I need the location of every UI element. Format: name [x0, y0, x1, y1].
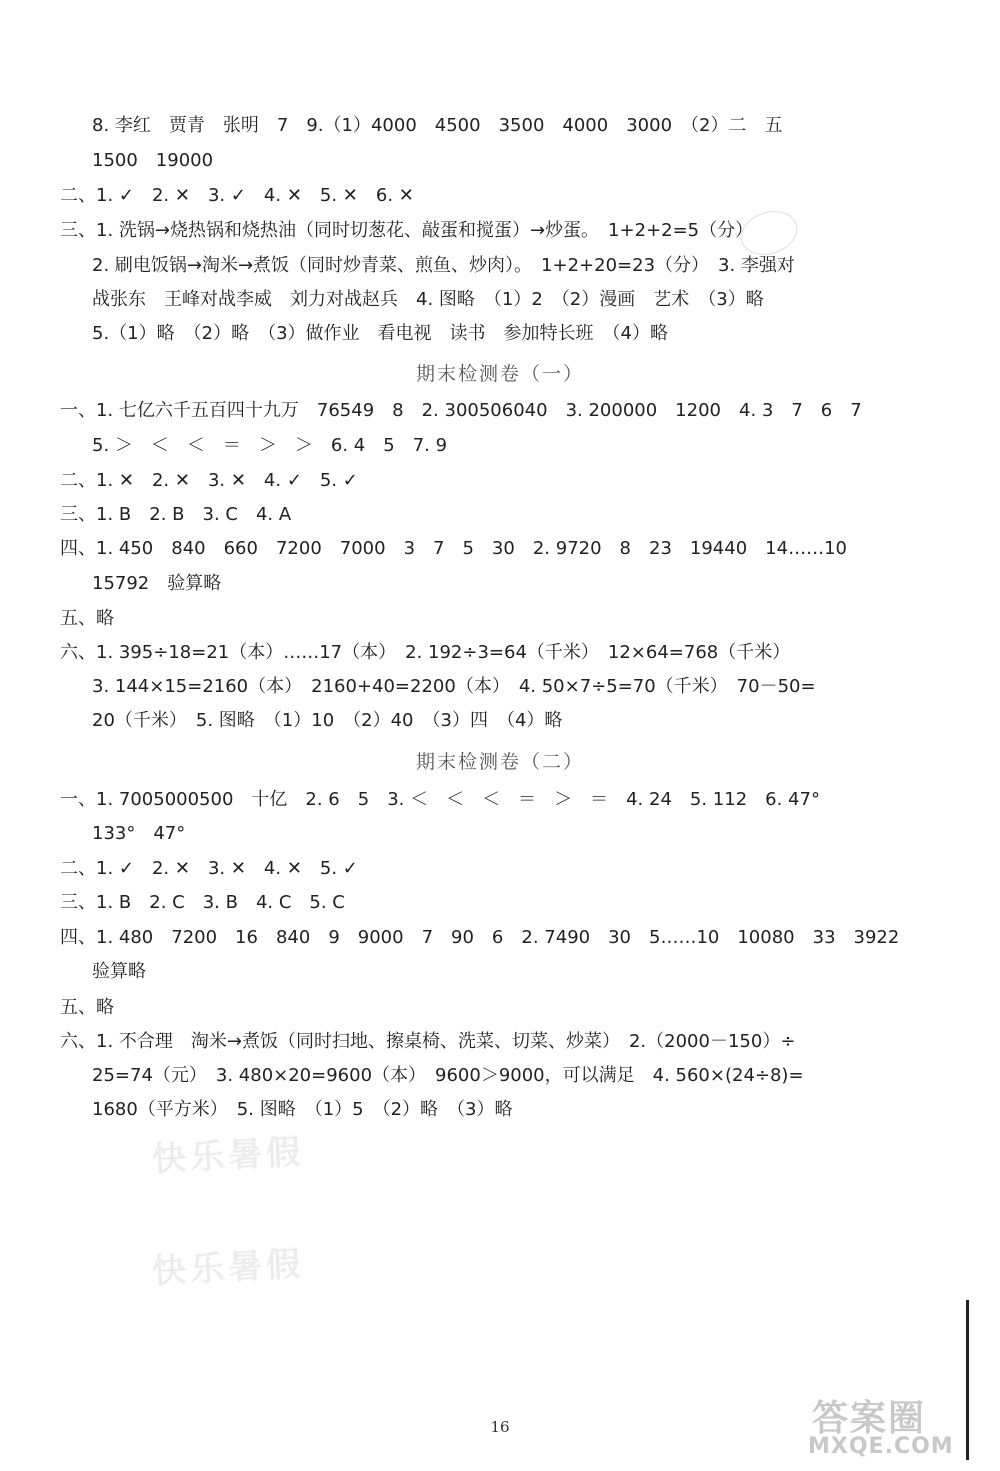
answer-line: 二、1. ✓ 2. ✕ 3. ✕ 4. ✕ 5. ✓ [60, 858, 358, 879]
answer-line: 20（千米） 5. 图略 （1）10 （2）40 （3）四 （4）略 [92, 710, 563, 731]
answer-line: 15792 验算略 [92, 573, 222, 594]
answer-line: 三、1. B 2. C 3. B 4. C 5. C [60, 892, 345, 913]
answer-line: 8. 李红 贾青 张明 7 9.（1）4000 4500 3500 4000 3000 （2）二 五 [92, 115, 783, 136]
answer-line: 五、略 [60, 997, 114, 1018]
answer-line: 三、1. B 2. B 3. C 4. A [60, 504, 292, 525]
answer-line: 25=74（元） 3. 480×20=9600（本） 9600＞9000，可以满足 4. 560×(24÷8)= [92, 1065, 804, 1086]
answer-line: 5.（1）略 （2）略 （3）做作业 看电视 读书 参加特长班 （4）略 [92, 323, 668, 344]
answer-line: 1680（平方米） 5. 图略 （1）5 （2）略 （3）略 [92, 1099, 513, 1120]
answer-line: 战张东 王峰对战李威 刘力对战赵兵 4. 图略 （1）2 （2）漫画 艺术 （3）略 [92, 289, 764, 310]
answer-line: 六、1. 395÷18=21（本）……17（本） 2. 192÷3=64（千米） 12×64=768（千米） [60, 642, 791, 663]
answer-line: 四、1. 480 7200 16 840 9 9000 7 90 6 2. 7490 30 5……10 10080 33 3922 [60, 927, 900, 948]
page-number: 16 [490, 1418, 510, 1436]
section-heading: 期末检测卷（一） [415, 363, 584, 385]
answer-line: 二、1. ✓ 2. ✕ 3. ✓ 4. ✕ 5. ✕ 6. ✕ [60, 185, 414, 206]
answer-line: 一、1. 七亿六千五百四十九万 76549 8 2. 300506040 3. 200000 1200 4. 3 7 6 7 [60, 400, 862, 421]
answer-line: 五、略 [60, 608, 114, 629]
answer-line: 5. ＞ ＜ ＜ ＝ ＞ ＞ 6. 4 5 7. 9 [92, 435, 448, 456]
answer-line: 一、1. 7005000500 十亿 2. 6 5 3. ＜ ＜ ＜ ＝ ＞ ＝ 4. 24 5. 112 6. 47° [60, 789, 820, 810]
watermark-text: 快乐暑假 [151, 1244, 306, 1292]
answer-line: 三、1. 洗锅→烧热锅和烧热油（同时切葱花、敲蛋和搅蛋）→炒蛋。 1+2+2=5（分） [60, 220, 754, 241]
answer-line: 3. 144×15=2160（本） 2160+40=2200（本） 4. 50×7÷5=70（千米） 70－50= [92, 676, 816, 697]
answer-line: 133° 47° [92, 823, 186, 844]
answer-line: 四、1. 450 840 660 7200 7000 3 7 5 30 2. 9720 8 23 19440 14……10 [60, 538, 847, 559]
section-heading: 期末检测卷（二） [415, 751, 584, 773]
answer-line: 六、1. 不合理 淘米→煮饭（同时扫地、擦桌椅、洗菜、切菜、炒菜） 2.（2000－150）÷ [60, 1031, 796, 1052]
watermark-text: 快乐暑假 [151, 1132, 306, 1180]
logo-main-text: 答案圈 [812, 1398, 927, 1439]
answer-line: 二、1. ✕ 2. ✕ 3. ✕ 4. ✓ 5. ✓ [60, 470, 358, 491]
logo-url-text: MXQE.COM [808, 1434, 954, 1459]
answer-line: 2. 刷电饭锅→淘米→煮饭（同时炒青菜、煎鱼、炒肉）。 1+2+20=23（分） 3. 李强对 [92, 255, 795, 276]
answer-line: 验算略 [92, 961, 146, 982]
answer-line: 1500 19000 [92, 150, 214, 171]
